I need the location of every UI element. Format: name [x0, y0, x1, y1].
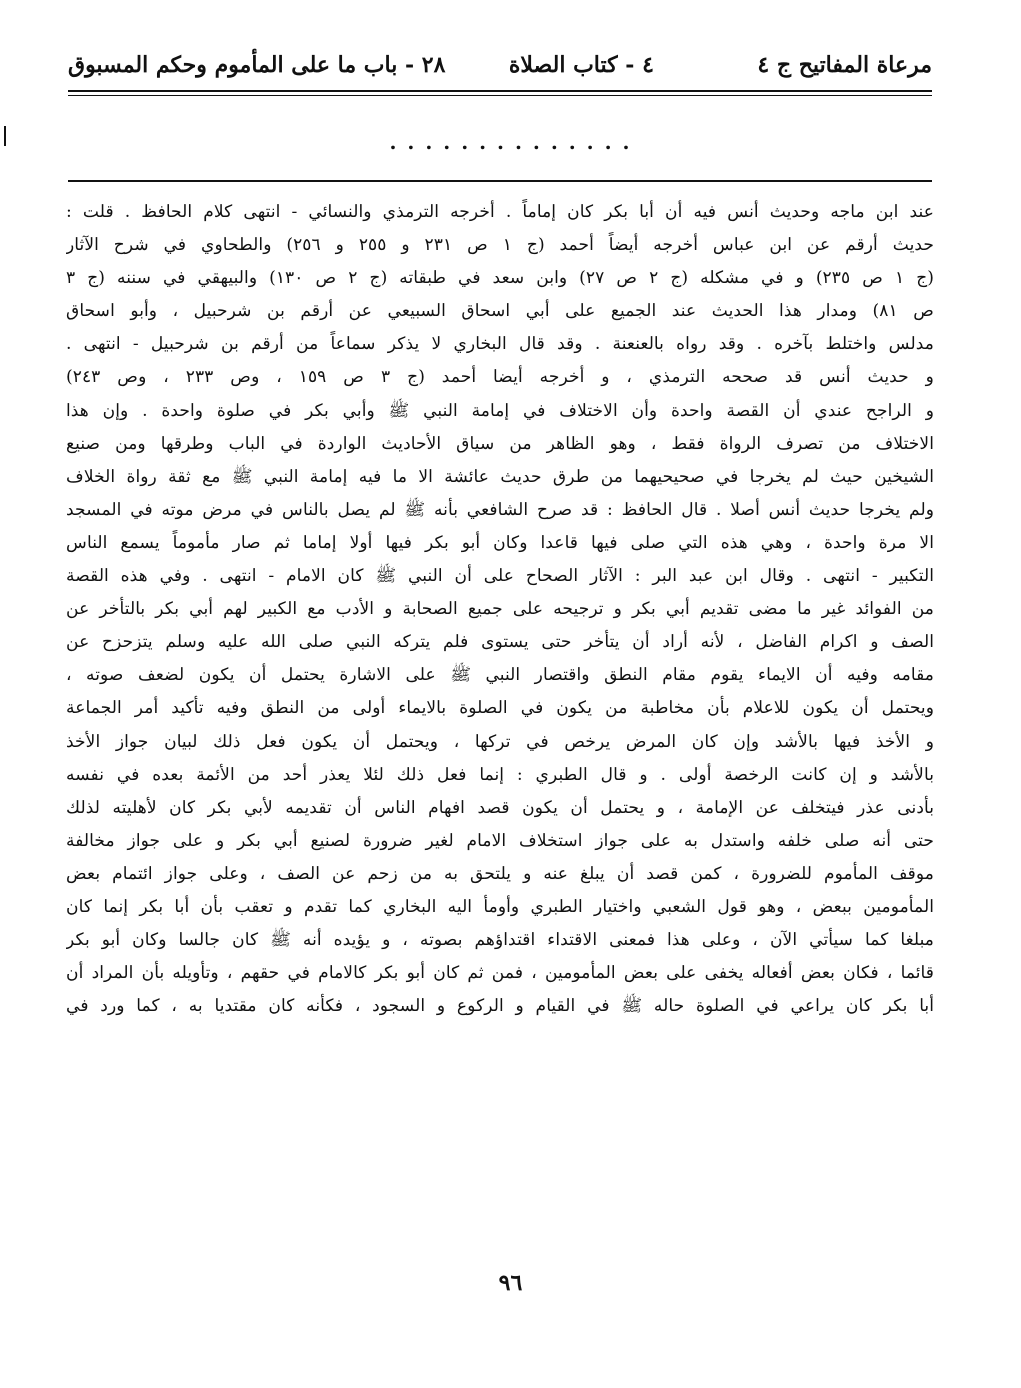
text-line: مدلس واختلط بآخره . وقد رواه بالعنعنة . وقد قال البخاري لا يذكر سماعاً من أرقم بن شرحبيل - انتهى .	[66, 334, 934, 355]
body-text	[66, 196, 934, 1023]
text-line: ص ٨١) ومدار هذا الحديث عند الجميع على أبي اسحاق السبيعي عن أرقم بن شرحبيل ، وأبو اسحاق	[66, 301, 934, 322]
text-line: الصف و اكرام الفاضل ، لأنه أراد أن يتأخر حتى يستوى فلم يتركه النبي صلى الله عليه وسلم يتزحزح عن	[66, 632, 934, 653]
page-number: ٩٦	[498, 1270, 523, 1296]
text-line: المأمومين ببعض ، وهو قول الشعبي واختيار الطبري وأومأ اليه البخاري كما تقدم و تعقب بأن أبا بكر إنما كان	[66, 896, 934, 917]
text-line: الشيخين حيث لم يخرجا في صحيحيهما من طرق حديث عائشة الا ما فيه إمامة النبي ﷺ مع ثقة رواة الخلاف	[66, 466, 934, 487]
header-book-title: مرعاة المفاتيح ج ٤	[757, 52, 932, 78]
text-line: موقف المأموم للضرورة ، كمن قصد أن يبلغ عنه و يلتحق به من زحم عن الصف ، وعلى جواز ائتمام بعض	[66, 863, 934, 884]
text-line: الاختلاف من تصرف الرواة فقط ، وهو الظاهر من سياق الأحاديث الواردة في الباب وطرقها ومن صنيع	[66, 433, 934, 454]
text-line: حديث أرقم عن ابن عباس أخرجه أيضاً أحمد (ج ١ ص ٢٣١ و ٢٥٥ و ٢٥٦) والطحاوي في شرح الآثار	[66, 235, 934, 256]
text-line: قائما ، فكان بعض أفعاله يخفى على بعض المأمومين ، فمن ثم كان أبو بكر كالامام في حقهم ، وتأويله بأن المراد أن	[66, 963, 934, 984]
dotted-separator: . . . . . . . . . . . . . .	[389, 130, 632, 154]
text-line: بالأشد و إن كانت الرخصة أولى . و قال الطبري : إنما فعل ذلك لئلا يعذر أحد من الأئمة بعده في نفسه	[66, 764, 934, 785]
text-line: من الفوائد غير ما مضى تقديم أبي بكر و ترجيحه على جميع الصحابة و الأدب مع الكبير لهم أبي بكر بالتأخر عن	[66, 599, 934, 620]
text-line: عند ابن ماجه وحديث أنس فيه أن أبا بكر كان إماماً . أخرجه الترمذي والنسائي - انتهى كلام الحافظ . قلت :	[66, 202, 934, 222]
text-line: و الراجح عندي أن القصة واحدة وأن الاختلاف في إمامة النبي ﷺ وأبي بكر في صلوة واحدة . وإن هذا	[66, 400, 934, 421]
header-chapter: ٤ - كتاب الصلاة	[508, 52, 654, 78]
text-line: حتى أنه صلى خلفه واستدل به على جواز استخلاف الامام لغير ضرورة لصنيع أبي بكر و على جواز مخالفة	[66, 830, 934, 851]
text-line: (ج ١ ص ٢٣٥) و في مشكله (ج ٢ ص ٢٧) وابن سعد في طبقاته (ج ٢ ص ١٣٠) والبيهقي في سننه (ج ٣	[66, 268, 934, 289]
text-top-rule	[68, 180, 932, 182]
text-line: بأدنى عذر فيتخلف عن الإمامة ، و يحتمل أن يكون قصد افهام الناس أن تقديمه لأبي بكر كان لأهليته لذلك	[66, 797, 934, 818]
header-double-rule	[68, 90, 932, 96]
running-header	[68, 42, 932, 88]
text-line: مقامه وفيه أن الايماء يقوم مقام النطق واقتصار النبي ﷺ على الاشارة يحتمل أن يكون لضعف صوته ،	[66, 665, 934, 686]
text-line: التكبير - انتهى . وقال ابن عبد البر : الآثار الصحاح على أن النبي ﷺ كان الامام - انتهى . وفي هذه القصة	[66, 566, 934, 587]
text-line: و حديث أنس قد صححه الترمذي ، و أخرجه أيضا أحمد (ج ٣ ص ١٥٩ ، وص ٢٣٣ ، وص ٢٤٣)	[66, 367, 934, 388]
header-section: ٢٨ - باب ما على المأموم وحكم المسبوق	[68, 52, 446, 78]
text-line: و الأخذ فيها بالأشد وإن كان المرض يرخص في تركها ، ويحتمل أن يكون فعل ذلك لبيان جواز الأخذ	[66, 731, 934, 752]
text-line: ولم يخرجا حديث أنس أصلا . قال الحافظ : قد صرح الشافعي بأنه ﷺ لم يصل بالناس في مرض موته في المسجد	[66, 499, 934, 520]
text-line: ويحتمل أن يكون للاعلام بأن مخاطبة من يكون في الصلوة بالايماء أولى من النطق وفيه تأكيد أمر الجماعة	[66, 698, 934, 719]
text-line: أبا بكر كان يراعي في الصلوة حاله ﷺ في القيام و الركوع و السجود ، فكأنه كان مقتديا به ، كما ورد في	[66, 996, 934, 1017]
text-line: الا مرة واحدة ، وهي هذه التي صلى فيها قاعدا وكان أبو بكر فيها أولا إماما ثم صار مأموماً يسمع الناس	[66, 532, 934, 553]
text-line: مبلغا كما سيأتي الآن ، وعلى هذا فمعنى الاقتداء اقتداؤهم بصوته ، و يؤيده أنه ﷺ كان جالسا وكان أبو بكر	[66, 930, 934, 951]
